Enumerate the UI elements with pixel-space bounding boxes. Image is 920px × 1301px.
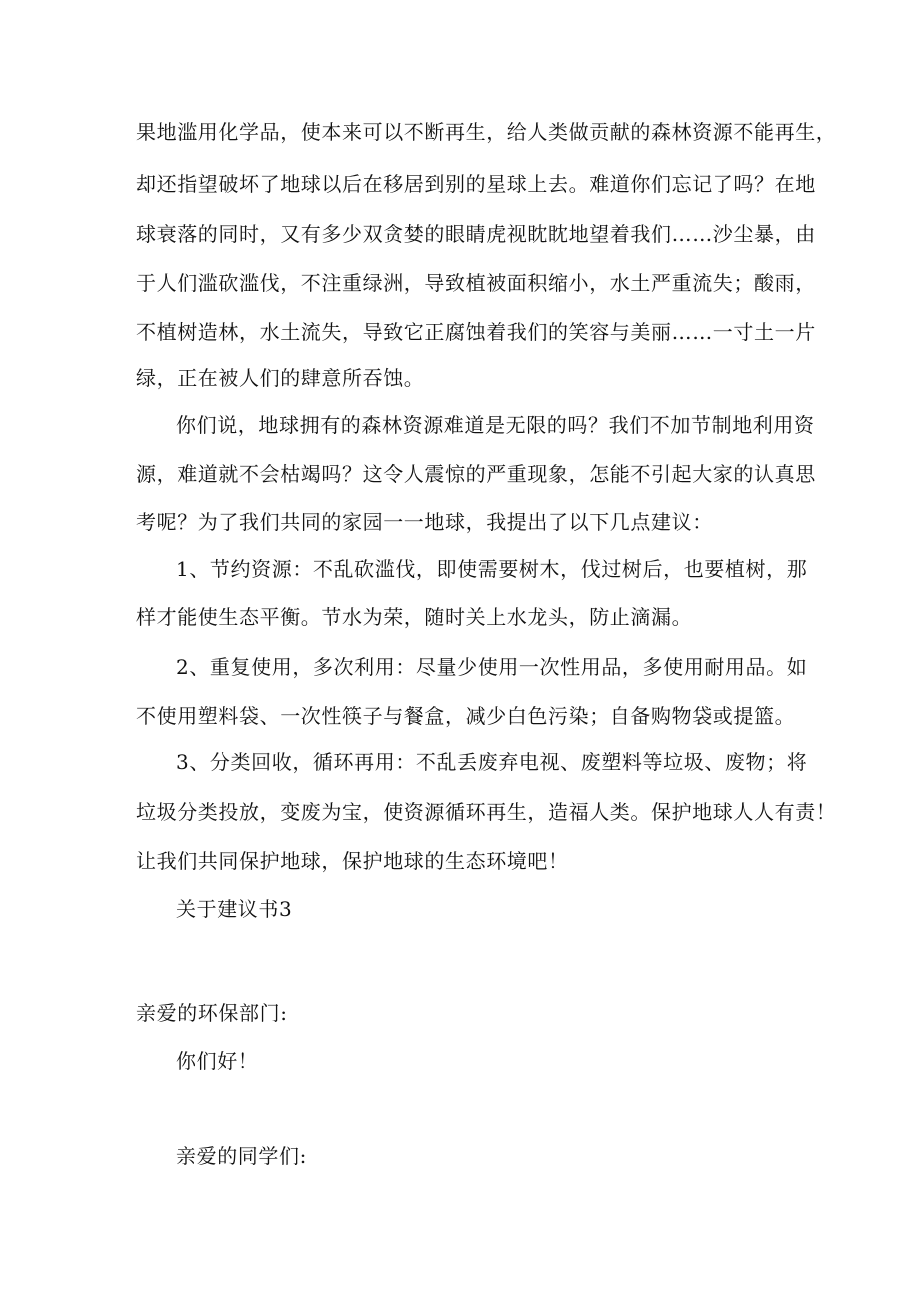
paragraph-1-line-1: 果地滥用化学品，使本来可以不断再生，给人类做贡献的森林资源不能再生， bbox=[136, 120, 837, 144]
greeting: 你们好！ bbox=[176, 1049, 259, 1073]
suggestion-1-line-2: 样才能使生态平衡。节水为荣，随时关上水龙头，防止滴漏。 bbox=[136, 605, 693, 629]
salutation: 亲爱的环保部门: bbox=[136, 1001, 288, 1025]
suggestion-3-line-1: 3、分类回收，循环再用：不乱丢废弃电视、废塑料等垃圾、废物；将 bbox=[176, 750, 808, 774]
salutation-2: 亲爱的同学们: bbox=[176, 1144, 307, 1168]
paragraph-1-line-2: 却还指望破坏了地球以后在移居到别的星球上去。难道你们忘记了吗？在地 bbox=[136, 172, 816, 196]
paragraph-2-line-1: 你们说，地球拥有的森林资源难道是无限的吗？我们不加节制地利用资 bbox=[176, 413, 815, 437]
suggestion-1-line-1: 1、节约资源：不乱砍滥伐，即使需要树木，伐过树后，也要植树，那 bbox=[176, 557, 808, 581]
paragraph-1-line-5: 不植树造林，水土流失，导致它正腐蚀着我们的笑容与美丽……一寸土一片 bbox=[136, 320, 816, 344]
paragraph-1-line-6: 绿，正在被人们的肆意所吞蚀。 bbox=[136, 366, 425, 390]
paragraph-2-line-2: 源，难道就不会枯竭吗？这令人震惊的严重现象，怎能不引起大家的认真思 bbox=[136, 462, 816, 486]
paragraph-2-line-3: 考呢？为了我们共同的家园一一地球，我提出了以下几点建议： bbox=[136, 510, 713, 534]
section-heading: 关于建议书3 bbox=[176, 897, 293, 921]
paragraph-1-line-3: 球衰落的同时，又有多少双贪婪的眼睛虎视眈眈地望着我们……沙尘暴，由 bbox=[136, 222, 816, 246]
suggestion-2-line-1: 2、重复使用，多次利用：尽量少使用一次性用品，多使用耐用品。如 bbox=[176, 655, 808, 679]
suggestion-3-line-3: 让我们共同保护地球，保护地球的生态环境吧！ bbox=[136, 849, 569, 873]
suggestion-2-line-2: 不使用塑料袋、一次性筷子与餐盒，减少白色污染；自备购物袋或提篮。 bbox=[136, 704, 796, 728]
paragraph-1-line-4: 于人们滥砍滥伐，不注重绿洲，导致植被面积缩小，水土严重流失；酸雨， bbox=[136, 271, 816, 295]
suggestion-3-line-2: 垃圾分类投放，变废为宝，使资源循环再生，造福人类。保护地球人人有责！ bbox=[136, 800, 837, 824]
